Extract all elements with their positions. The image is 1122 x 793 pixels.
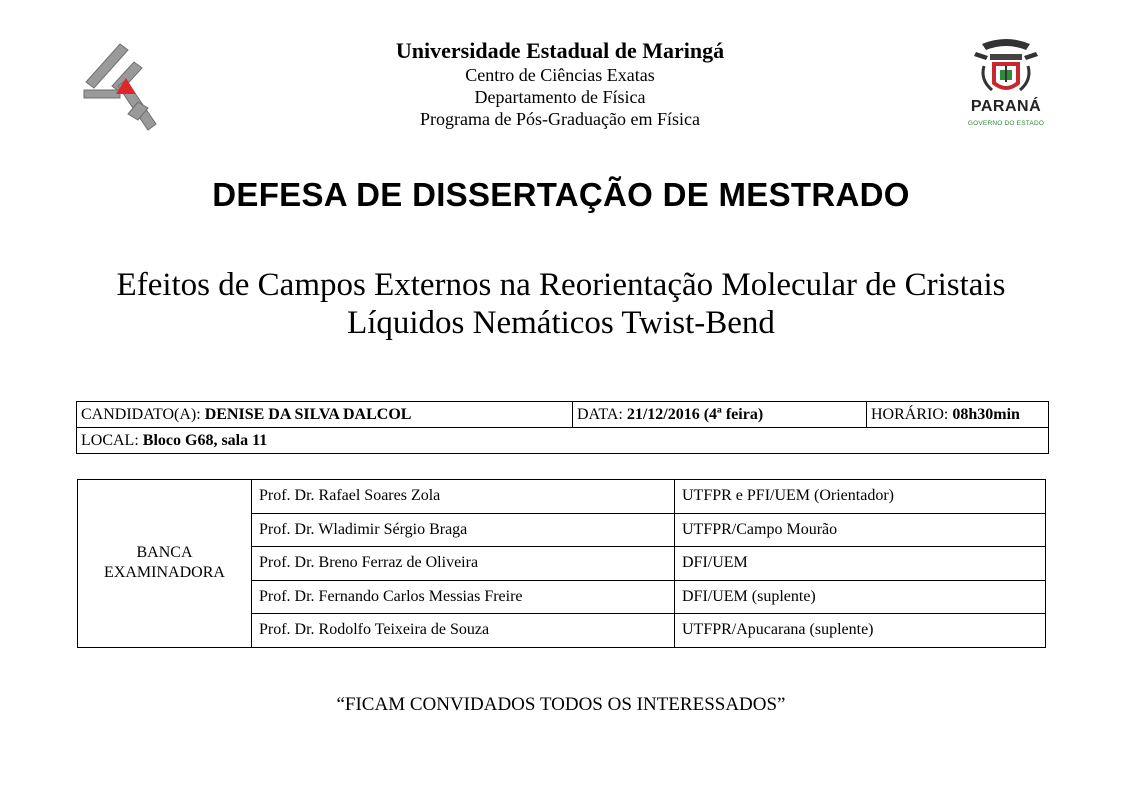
location-cell xyxy=(77,428,1049,454)
candidate-label: CANDIDATO(A): xyxy=(81,405,201,423)
defense-info-table xyxy=(76,401,1049,454)
parana-coat-of-arms-icon xyxy=(962,36,1050,98)
table-row xyxy=(78,480,1046,514)
table-row xyxy=(77,402,1049,428)
location-value: Bloco G68, sala 11 xyxy=(142,431,268,449)
thesis-title-line-2: Líquidos Nemáticos Twist-Bend xyxy=(347,305,775,341)
table-row xyxy=(77,428,1049,454)
member-affiliation: UTFPR/Campo Mourão xyxy=(675,513,1046,547)
time-label: HORÁRIO: xyxy=(871,405,949,423)
invitation-footer: “FICAM CONVIDADOS TODOS OS INTERESSADOS” xyxy=(336,694,786,715)
member-affiliation: DFI/UEM (suplente) xyxy=(675,580,1046,614)
board-label xyxy=(78,480,252,648)
date-cell xyxy=(573,402,867,428)
member-name: Prof. Dr. Fernando Carlos Messias Freire xyxy=(252,580,675,614)
date-label: DATA: xyxy=(577,405,623,423)
location-label: LOCAL: xyxy=(81,431,139,449)
member-name: Prof. Dr. Breno Ferraz de Oliveira xyxy=(252,547,675,581)
parana-name: PARANÁ xyxy=(970,98,1042,115)
candidate-cell xyxy=(77,402,573,428)
page-title: DEFESA DE DISSERTAÇÃO DE MESTRADO xyxy=(212,176,910,213)
parana-subtitle: GOVERNO DO ESTADO xyxy=(967,120,1045,127)
board-label-line-2: EXAMINADORA xyxy=(104,564,225,582)
examining-board-table xyxy=(77,479,1046,648)
member-name: Prof. Dr. Rodolfo Teixeira de Souza xyxy=(252,614,675,648)
board-label-line-1: BANCA xyxy=(136,544,193,562)
time-value: 08h30min xyxy=(952,405,1020,423)
institution-header xyxy=(330,38,790,130)
candidate-name: DENISE DA SILVA DALCOL xyxy=(204,405,412,423)
time-cell xyxy=(867,402,1049,428)
member-affiliation: DFI/UEM xyxy=(675,547,1046,581)
member-affiliation: UTFPR/Apucarana (suplente) xyxy=(675,614,1046,648)
date-value: 21/12/2016 (4ª feira) xyxy=(626,405,764,423)
uem-logo xyxy=(76,40,162,132)
member-name: Prof. Dr. Rafael Soares Zola xyxy=(252,480,675,514)
center-name: Centro de Ciências Exatas xyxy=(465,65,655,85)
thesis-title-line-1: Efeitos de Campos Externos na Reorientação Molecular de Cristais xyxy=(116,267,1006,303)
university-name: Universidade Estadual de Maringá xyxy=(395,38,725,63)
thesis-title xyxy=(60,266,1062,342)
member-name: Prof. Dr. Wladimir Sérgio Braga xyxy=(252,513,675,547)
member-affiliation: UTFPR e PFI/UEM (Orientador) xyxy=(675,480,1046,514)
parana-logo xyxy=(962,36,1050,136)
department-name: Departamento de Física xyxy=(474,87,646,107)
program-name: Programa de Pós-Graduação em Física xyxy=(420,109,700,129)
